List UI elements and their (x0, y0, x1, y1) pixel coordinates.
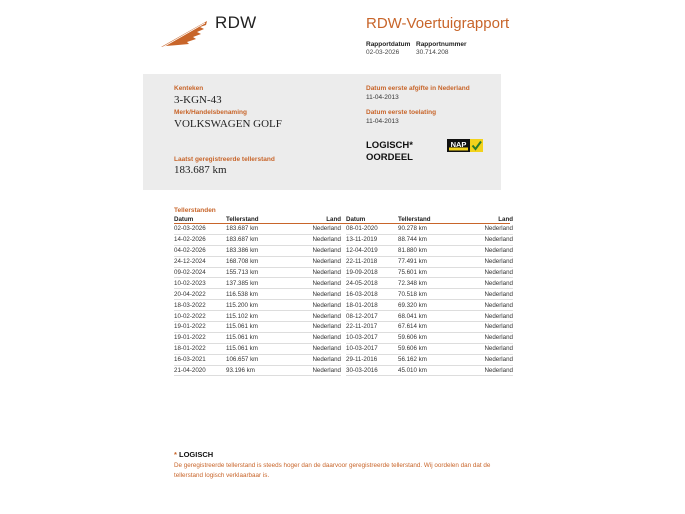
footnote-text: De geregistreerde tellerstand is steeds hoger dan de daarvoor geregistreerde tellerstand. Wij oordelen dan dat de tellerstand logisch verklaarbaar is. (174, 462, 491, 479)
cell-reading: 45.010 km (398, 367, 427, 375)
cell-country: Nederland (450, 256, 513, 267)
table-row (174, 354, 341, 365)
cell-country: Nederland (278, 234, 341, 245)
cell-reading: 115.061 km (226, 334, 258, 342)
table-row (174, 343, 341, 354)
cell-date: 09-02-2024 (174, 267, 226, 278)
table-row (346, 343, 513, 354)
table-row (346, 354, 513, 365)
cell-reading-wrap (226, 256, 278, 267)
col-header-reading: Tellerstand (398, 216, 431, 223)
cell-date: 16-03-2018 (346, 289, 398, 300)
plate-label: Kenteken (174, 85, 204, 92)
odometer-section-title: Tellerstanden (174, 207, 216, 214)
table-row (346, 278, 513, 289)
cell-country: Nederland (450, 332, 513, 343)
cell-date: 19-01-2022 (174, 322, 226, 333)
table-row (174, 322, 341, 333)
table-header-divider (174, 223, 510, 224)
odometer-table-left (174, 215, 341, 376)
col-header-country: Land (326, 216, 341, 223)
cell-reading-wrap (226, 267, 278, 278)
first-issue-nl-label: Datum eerste afgifte in Nederland (366, 85, 470, 92)
table-row (174, 289, 341, 300)
cell-reading: 81.880 km (398, 247, 427, 255)
table-row (346, 267, 513, 278)
cell-reading: 115.061 km (226, 345, 258, 353)
cell-reading: 115.061 km (226, 323, 258, 331)
cell-date: 08-01-2020 (346, 224, 398, 234)
cell-country: Nederland (278, 278, 341, 289)
verdict-line1: LOGISCH* (366, 140, 413, 151)
cell-reading-wrap (398, 365, 450, 376)
col-header-country: Land (498, 216, 513, 223)
table-row (346, 365, 513, 376)
first-admission-label: Datum eerste toelating (366, 109, 437, 116)
cell-date: 10-03-2017 (346, 332, 398, 343)
cell-reading-wrap (226, 311, 278, 322)
verdict (366, 140, 413, 164)
cell-date: 21-04-2020 (174, 365, 226, 376)
cell-reading-wrap (398, 245, 450, 256)
cell-date: 24-05-2018 (346, 278, 398, 289)
cell-reading-wrap (226, 322, 278, 333)
cell-country: Nederland (450, 322, 513, 333)
report-date (366, 41, 410, 56)
cell-country: Nederland (450, 300, 513, 311)
cell-country: Nederland (278, 332, 341, 343)
cell-country: Nederland (278, 300, 341, 311)
report-date-value: 02-03-2026 (366, 49, 400, 56)
cell-reading-wrap (226, 224, 278, 234)
report-number-value: 30.714.208 (416, 49, 449, 56)
cell-reading: 155.713 km (226, 269, 259, 276)
cell-reading-wrap (226, 234, 278, 245)
cell-reading-wrap (226, 245, 278, 256)
cell-country: Nederland (278, 343, 341, 354)
table-row (346, 332, 513, 343)
cell-reading-wrap (398, 311, 450, 322)
table-row (346, 256, 513, 267)
table-row (346, 300, 513, 311)
cell-date: 16-03-2021 (174, 354, 226, 365)
cell-date: 13-11-2019 (346, 234, 398, 245)
cell-reading-wrap (398, 343, 450, 354)
cell-reading: 75.601 km (398, 269, 427, 276)
cell-reading-wrap (398, 354, 450, 365)
cell-country: Nederland (278, 224, 341, 234)
cell-reading-wrap (226, 289, 278, 300)
cell-date: 19-09-2018 (346, 267, 398, 278)
odometer-label: Laatst geregistreerde tellerstand (174, 156, 275, 163)
footnote-title (174, 450, 213, 459)
col-header-date: Datum (346, 216, 366, 223)
cell-reading: 67.614 km (398, 323, 427, 331)
plate-value: 3-KGN-43 (174, 94, 222, 106)
cell-date: 02-03-2026 (174, 224, 226, 234)
cell-reading: 106.657 km (226, 356, 259, 364)
make-label: Merk/Handelsbenaming (174, 109, 247, 116)
cell-reading: 68.041 km (398, 312, 427, 320)
cell-country: Nederland (278, 365, 341, 376)
col-header-date: Datum (174, 216, 194, 223)
cell-country: Nederland (450, 365, 513, 376)
cell-reading: 115.102 km (226, 312, 258, 320)
cell-reading-wrap (226, 278, 278, 289)
cell-country: Nederland (278, 289, 341, 300)
cell-date: 29-11-2016 (346, 354, 398, 365)
odometer-table-right (346, 215, 513, 376)
report-number (416, 41, 467, 56)
cell-reading: 183.386 km (226, 247, 259, 255)
cell-date: 12-04-2019 (346, 245, 398, 256)
table-row (174, 365, 341, 376)
cell-country: Nederland (450, 267, 513, 278)
table-row (174, 256, 341, 267)
cell-date: 18-01-2022 (174, 343, 226, 354)
cell-reading: 56.162 km (398, 356, 427, 364)
cell-country: Nederland (278, 245, 341, 256)
cell-date: 24-12-2024 (174, 256, 226, 267)
cell-date: 22-11-2018 (346, 256, 398, 267)
cell-date: 04-02-2026 (174, 245, 226, 256)
table-row (346, 234, 513, 245)
table-row (174, 245, 341, 256)
cell-reading: 69.320 km (398, 301, 427, 309)
table-row (346, 322, 513, 333)
nap-logo-icon (447, 139, 483, 152)
odometer-value: 183.687 km (174, 164, 227, 176)
cell-country: Nederland (450, 311, 513, 322)
report-number-label: Rapportnummer (416, 41, 467, 48)
table-row (174, 278, 341, 289)
footnote-title-text: LOGISCH (179, 450, 214, 459)
cell-reading-wrap (398, 234, 450, 245)
cell-reading: 183.687 km (226, 225, 259, 233)
table-row (174, 224, 341, 234)
cell-reading: 115.200 km (226, 301, 258, 309)
cell-date: 30-03-2016 (346, 365, 398, 376)
first-admission-value: 11-04-2013 (366, 118, 399, 125)
table-row (346, 245, 513, 256)
table-row (174, 234, 341, 245)
table-row (174, 311, 341, 322)
cell-country: Nederland (450, 234, 513, 245)
brand-name: RDW (215, 13, 257, 32)
cell-reading: 59.606 km (398, 345, 427, 353)
cell-reading: 70.518 km (398, 290, 427, 298)
cell-country: Nederland (450, 354, 513, 365)
cell-reading-wrap (226, 354, 278, 365)
cell-date: 22-11-2017 (346, 322, 398, 333)
cell-country: Nederland (450, 289, 513, 300)
cell-country: Nederland (450, 278, 513, 289)
cell-date: 08-12-2017 (346, 311, 398, 322)
cell-reading-wrap (398, 289, 450, 300)
cell-country: Nederland (278, 256, 341, 267)
cell-country: Nederland (450, 245, 513, 256)
cell-reading-wrap (226, 343, 278, 354)
cell-reading: 168.708 km (226, 258, 259, 266)
cell-reading-wrap (398, 332, 450, 343)
cell-country: Nederland (278, 354, 341, 365)
cell-reading-wrap (398, 224, 450, 234)
cell-reading-wrap (398, 267, 450, 278)
cell-reading-wrap (398, 278, 450, 289)
cell-reading: 88.744 km (398, 236, 427, 244)
cell-reading: 183.687 km (226, 236, 259, 244)
cell-date: 10-03-2017 (346, 343, 398, 354)
rdw-logo-icon (160, 18, 210, 50)
cell-reading: 59.606 km (398, 334, 427, 342)
table-row (346, 289, 513, 300)
footnote-asterisk: * (174, 450, 177, 459)
cell-reading-wrap (398, 256, 450, 267)
page-title: RDW-Voertuigrapport (366, 15, 510, 32)
cell-reading: 90.278 km (398, 225, 427, 233)
cell-reading: 116.538 km (226, 290, 258, 298)
cell-country: Nederland (278, 322, 341, 333)
cell-reading: 72.348 km (398, 279, 427, 287)
cell-reading-wrap (398, 300, 450, 311)
report-date-label: Rapportdatum (366, 41, 411, 48)
cell-date: 10-02-2023 (174, 278, 226, 289)
make-value: VOLKSWAGEN GOLF (174, 118, 282, 130)
cell-reading: 137.385 km (226, 279, 259, 287)
col-header-reading: Tellerstand (226, 216, 259, 223)
cell-country: Nederland (278, 267, 341, 278)
table-row (174, 332, 341, 343)
cell-date: 20-04-2022 (174, 289, 226, 300)
cell-country: Nederland (450, 224, 513, 234)
cell-date: 10-02-2022 (174, 311, 226, 322)
table-row (346, 311, 513, 322)
verdict-line2: OORDEEL (366, 152, 413, 163)
cell-country: Nederland (278, 311, 341, 322)
cell-reading-wrap (226, 332, 278, 343)
table-row (174, 267, 341, 278)
table-row (346, 224, 513, 234)
cell-date: 19-01-2022 (174, 332, 226, 343)
cell-reading: 77.491 km (398, 258, 427, 266)
first-issue-nl-value: 11-04-2013 (366, 94, 399, 101)
cell-date: 18-01-2018 (346, 300, 398, 311)
cell-reading-wrap (226, 300, 278, 311)
cell-reading-wrap (226, 365, 278, 376)
cell-date: 18-03-2022 (174, 300, 226, 311)
cell-reading-wrap (398, 322, 450, 333)
cell-date: 14-02-2026 (174, 234, 226, 245)
table-row (174, 300, 341, 311)
cell-country: Nederland (450, 343, 513, 354)
cell-reading: 93.196 km (226, 367, 255, 375)
nap-logo-text: NAP (450, 140, 467, 149)
